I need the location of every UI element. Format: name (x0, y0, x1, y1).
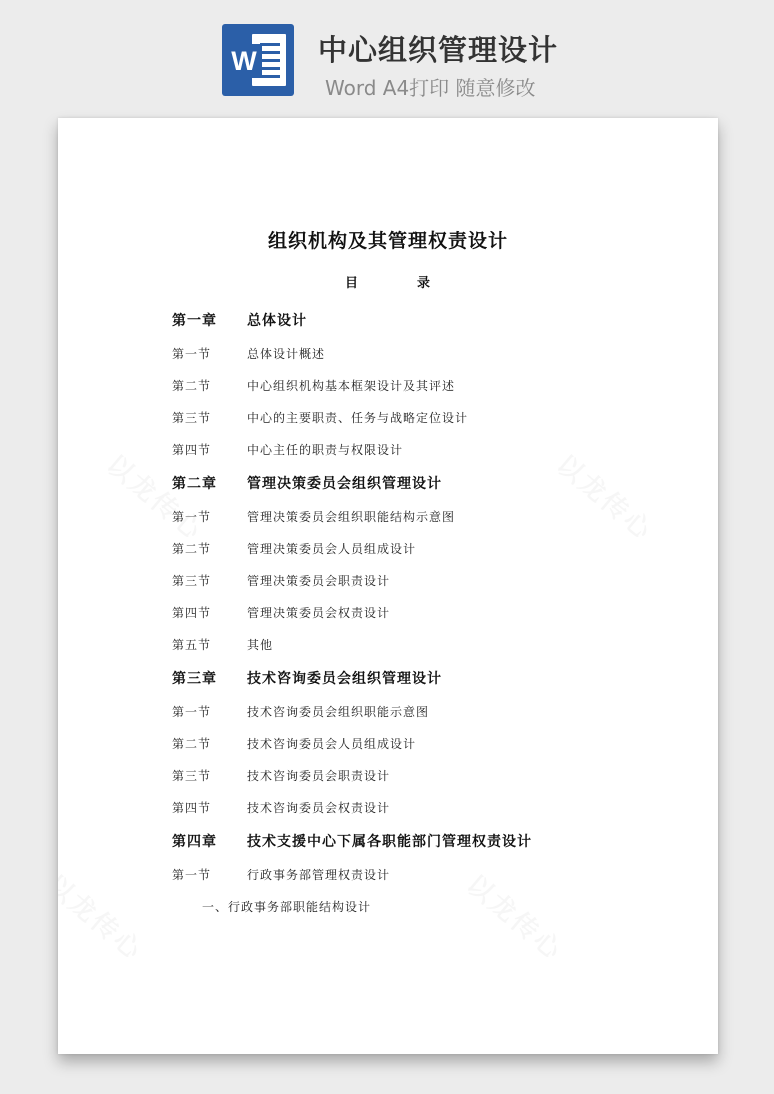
toc-entry-number: 第二章 (172, 475, 217, 492)
word-letter-icon: W (226, 44, 262, 78)
document-page (58, 118, 718, 1054)
toc-section-row (172, 791, 692, 823)
banner-subtitle: Word A4打印 随意修改 (325, 76, 536, 100)
toc-entry-title: 管理决策委员会人员组成设计 (247, 541, 417, 556)
toc-entry-number: 第二节 (172, 378, 212, 393)
toc-entry-number: 第四节 (172, 605, 212, 620)
watermark (58, 865, 152, 968)
toc-chapter-row (172, 660, 692, 695)
toc-heading-char: 录 (417, 276, 431, 291)
toc-section-row (172, 628, 692, 660)
toc-entry-number: 第三节 (172, 573, 212, 588)
toc-entry-title: 技术咨询委员会人员组成设计 (247, 736, 417, 751)
banner-title: 中心组织管理设计 (318, 33, 559, 67)
toc-entry-title: 技术支援中心下属各职能部门管理权责设计 (247, 833, 532, 850)
toc-entry-title: 管理决策委员会组织职能结构示意图 (247, 509, 456, 524)
toc-entry-title: 其他 (247, 637, 274, 652)
toc-entry-number: 第四节 (172, 442, 212, 457)
toc-entry-number: 第四章 (172, 833, 217, 850)
toc-entry-number: 第四节 (172, 800, 212, 815)
toc-entry-title: 技术咨询委员会职责设计 (247, 768, 391, 783)
toc-entry-number: 第一节 (172, 346, 212, 361)
toc-entry-title: 管理决策委员会权责设计 (247, 605, 391, 620)
toc-heading-char: 目 (345, 276, 359, 291)
toc-entry-number: 第二节 (172, 736, 212, 751)
toc-section-row (172, 596, 692, 628)
toc-section-row (172, 337, 692, 369)
toc-entry-number: 第三节 (172, 768, 212, 783)
toc-entry-title: 管理决策委员会职责设计 (247, 573, 391, 588)
toc-chapter-row (172, 302, 692, 337)
word-app-icon (222, 24, 294, 96)
toc-chapter-row (172, 823, 692, 858)
table-of-contents (172, 302, 692, 922)
toc-section-row (172, 500, 692, 532)
toc-entry-number: 第一节 (172, 867, 212, 882)
toc-entry-title: 中心主任的职责与权限设计 (247, 442, 404, 457)
toc-entry-number: 第五节 (172, 637, 212, 652)
toc-subsection-row (172, 890, 692, 922)
toc-entry-number: 第一节 (172, 704, 212, 719)
document-title: 组织机构及其管理权责设计 (267, 230, 508, 252)
toc-section-row (172, 401, 692, 433)
toc-section-row (172, 564, 692, 596)
toc-entry-title: 技术咨询委员会权责设计 (247, 800, 391, 815)
toc-section-row (172, 759, 692, 791)
toc-entry-number: 第一节 (172, 509, 212, 524)
toc-section-row (172, 727, 692, 759)
toc-entry-number: 第三节 (172, 410, 212, 425)
toc-section-row (172, 695, 692, 727)
toc-entry-number: 第二节 (172, 541, 212, 556)
toc-entry-title: 总体设计 (247, 312, 307, 329)
toc-section-row (172, 858, 692, 890)
toc-section-row (172, 433, 692, 465)
toc-entry-title: 行政事务部管理权责设计 (247, 867, 391, 882)
toc-entry-title: 总体设计概述 (247, 346, 326, 361)
toc-entry-title: 技术咨询委员会组织管理设计 (247, 670, 442, 687)
toc-entry-title: 中心组织机构基本框架设计及其评述 (247, 378, 456, 393)
toc-entry-title: 管理决策委员会组织管理设计 (247, 475, 442, 492)
toc-entry-title: 技术咨询委员会组织职能示意图 (247, 704, 430, 719)
toc-entry-number: 第一章 (172, 312, 217, 329)
toc-entry-number: 第三章 (172, 670, 217, 687)
toc-section-row (172, 532, 692, 564)
toc-entry-title: 中心的主要职责、任务与战略定位设计 (247, 410, 469, 425)
toc-section-row (172, 369, 692, 401)
toc-entry-title: 一、行政事务部职能结构设计 (202, 899, 372, 914)
toc-chapter-row (172, 465, 692, 500)
